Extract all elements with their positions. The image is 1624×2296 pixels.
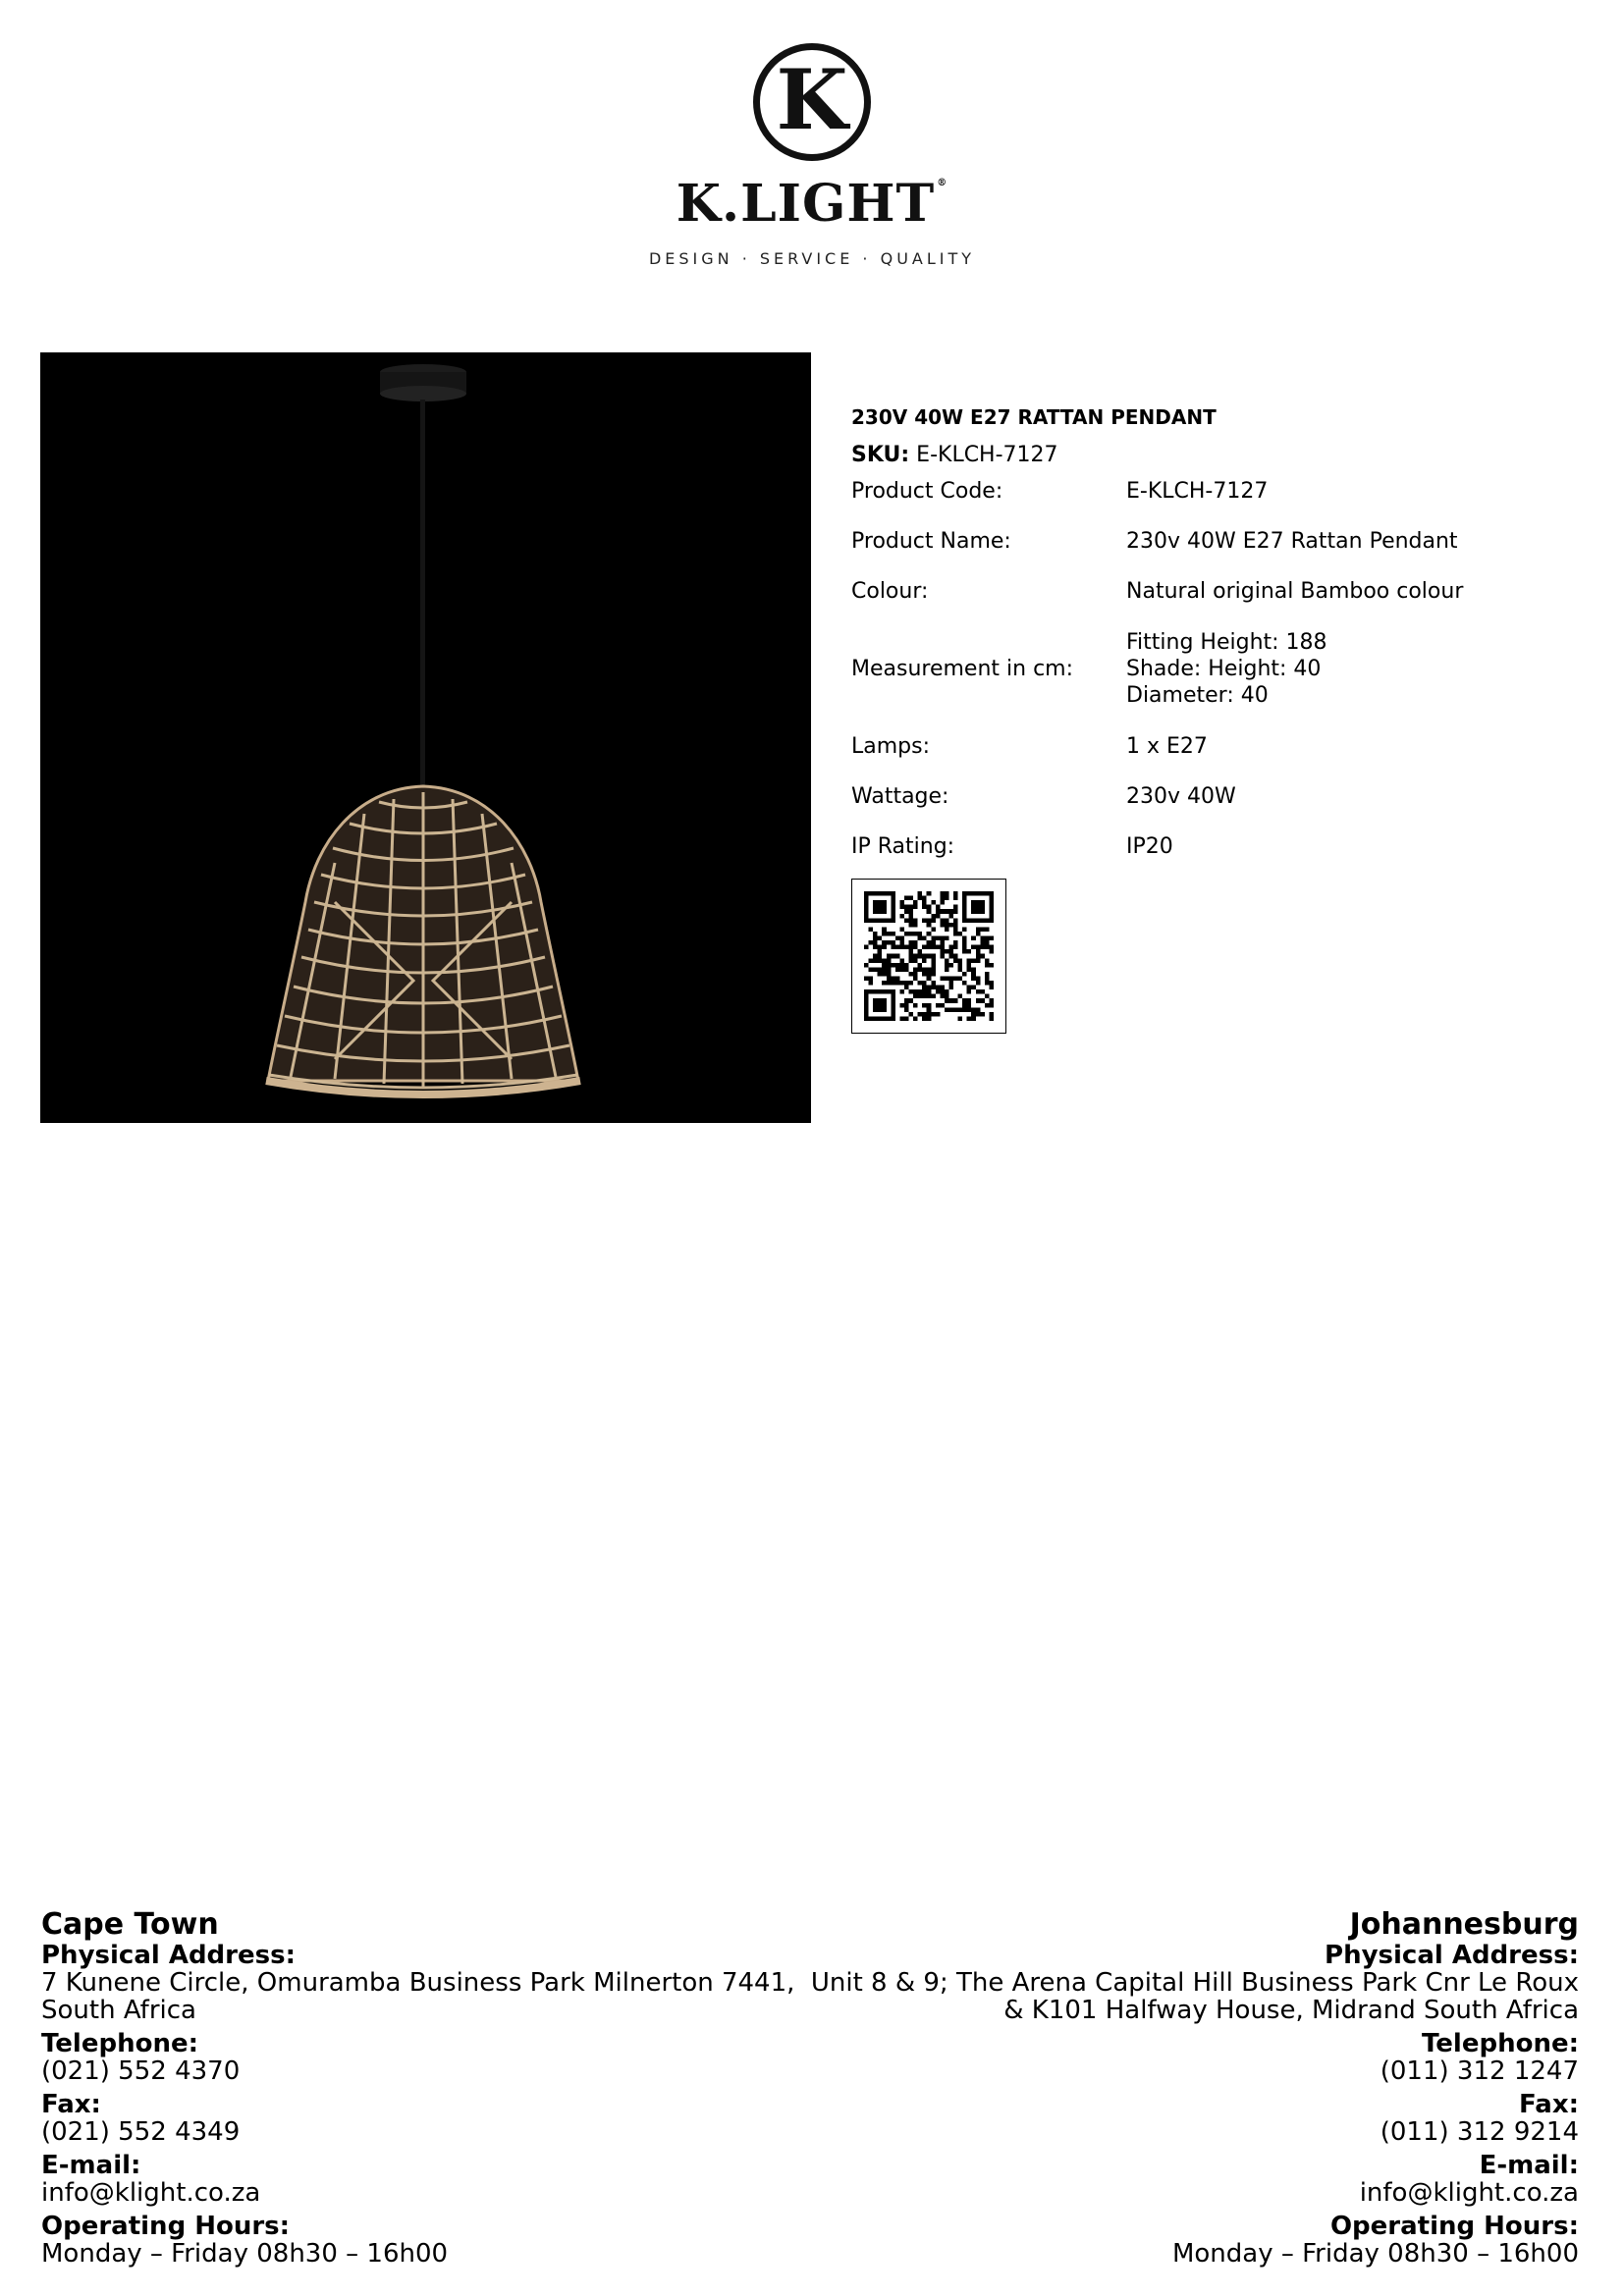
- telephone-label: Telephone:: [41, 2029, 198, 2058]
- brand-name: [0, 174, 1624, 234]
- fax-label: Fax:: [1519, 2090, 1579, 2119]
- logo-letter: K: [776, 51, 848, 148]
- address-label: Physical Address:: [41, 1941, 296, 1970]
- brand-name-text: K.LIGHT: [676, 174, 936, 234]
- footer-city: Cape Town: [41, 1907, 219, 1942]
- spec-row-measurement: [851, 629, 1578, 709]
- spec-value: E-KLCH-7127: [1126, 479, 1269, 504]
- hours-value: Monday – Friday 08h30 – 16h00: [1171, 2239, 1579, 2269]
- spec-value: Natural original Bamboo colour: [1126, 579, 1464, 604]
- footer-johannesburg: [793, 1908, 1579, 2268]
- spec-row-product-name: [851, 529, 1578, 554]
- address-label: Physical Address:: [1325, 1941, 1579, 1970]
- registered-mark: ®: [937, 178, 948, 188]
- footer-city: Johannesburg: [1349, 1907, 1579, 1942]
- spec-value: 230v 40W E27 Rattan Pendant: [1126, 529, 1458, 554]
- spec-value: [1126, 629, 1578, 709]
- telephone-label: Telephone:: [1422, 2029, 1579, 2058]
- spec-label: IP Rating:: [851, 834, 955, 859]
- product-sku: [851, 443, 1578, 467]
- spec-label: Lamps:: [851, 734, 931, 759]
- spec-value: 230v 40W: [1126, 784, 1236, 809]
- spec-label: Product Name:: [851, 529, 1011, 554]
- telephone-value: (021) 552 4370: [41, 2056, 241, 2086]
- product-title: 230V 40W E27 RATTAN PENDANT: [851, 405, 1217, 429]
- fax-value: (021) 552 4349: [41, 2117, 241, 2147]
- spec-label: Colour:: [851, 579, 929, 604]
- address-line: South Africa: [41, 1996, 196, 2025]
- qr-code-icon: [864, 891, 994, 1021]
- measurement-line: Shade: Height: 40: [1126, 657, 1322, 681]
- product-details: [851, 405, 1578, 1034]
- measurement-line: Diameter: 40: [1126, 683, 1269, 708]
- spec-row-wattage: [851, 784, 1578, 809]
- fax-value: (011) 312 9214: [1380, 2117, 1579, 2147]
- hours-value: Monday – Friday 08h30 – 16h00: [41, 2239, 449, 2269]
- spec-row-ip-rating: [851, 834, 1578, 859]
- product-image: [40, 352, 811, 1123]
- spec-label: Measurement in cm:: [851, 657, 1074, 681]
- telephone-value: (011) 312 1247: [1380, 2056, 1579, 2086]
- sku-label: SKU:: [851, 443, 910, 467]
- email-value[interactable]: info@klight.co.za: [1359, 2178, 1579, 2208]
- email-label: E-mail:: [1479, 2151, 1579, 2180]
- spec-row-lamps: [851, 734, 1578, 759]
- hours-label: Operating Hours:: [1329, 2212, 1579, 2241]
- measurement-line: Fitting Height: 188: [1126, 630, 1327, 655]
- email-value[interactable]: info@klight.co.za: [41, 2178, 261, 2208]
- spec-row-product-code: [851, 479, 1578, 504]
- k-logo-icon: [753, 43, 871, 161]
- email-label: E-mail:: [41, 2151, 141, 2180]
- address-line: & K101 Halfway House, Midrand South Africa: [1003, 1996, 1579, 2025]
- spec-value: IP20: [1126, 834, 1173, 859]
- spec-value: 1 x E27: [1126, 734, 1208, 759]
- spec-label: Product Code:: [851, 479, 1003, 504]
- brand-header: [0, 43, 1624, 268]
- footer-cape-town: [41, 1908, 827, 2268]
- address-line: Unit 8 & 9; The Arena Capital Hill Business Park Cnr Le Roux: [810, 1968, 1579, 1998]
- sku-value: E-KLCH-7127: [916, 443, 1058, 467]
- brand-tagline: DESIGN · SERVICE · QUALITY: [648, 249, 976, 268]
- qr-code[interactable]: [851, 879, 1006, 1034]
- hours-label: Operating Hours:: [41, 2212, 291, 2241]
- fax-label: Fax:: [41, 2090, 101, 2119]
- rattan-pendant-illustration: [40, 352, 811, 1123]
- spec-label: Wattage:: [851, 784, 949, 809]
- spec-row-colour: [851, 579, 1578, 604]
- address-line: 7 Kunene Circle, Omuramba Business Park Milnerton 7441,: [41, 1968, 795, 1998]
